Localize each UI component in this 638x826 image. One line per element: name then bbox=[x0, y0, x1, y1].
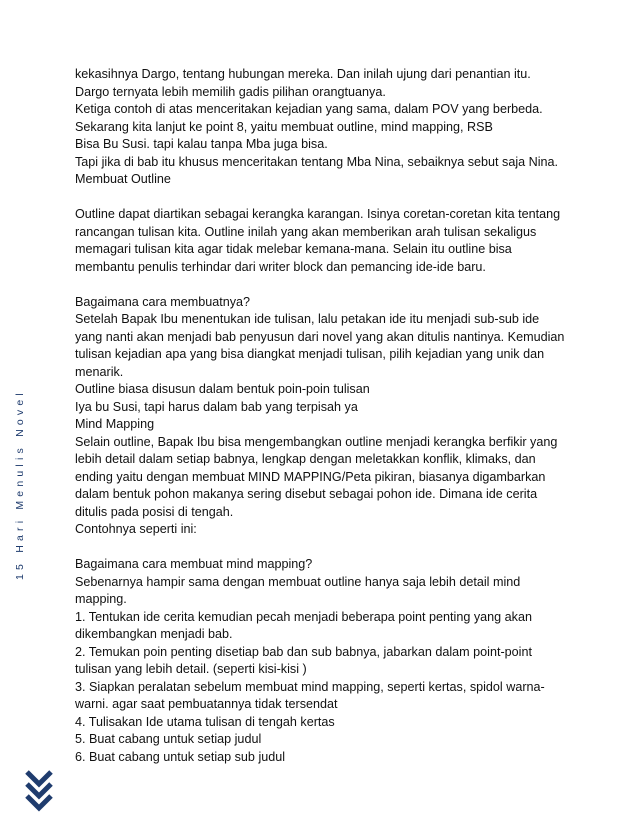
text-line: dikembangkan menjadi bab. bbox=[75, 627, 233, 641]
text-line: Bagaimana cara membuat mind mapping? bbox=[75, 557, 313, 571]
text-line: 6. Buat cabang untuk setiap sub judul bbox=[75, 749, 286, 764]
text-line: memagari tulisan kita agar tidak melebar kemana-mana. Selain itu outline bisa bbox=[75, 242, 512, 256]
body-text bbox=[75, 66, 565, 766]
text-line: lebih detail dalam setiap babnya, lengkap dengan meletakkan konflik, klimaks, dan bbox=[75, 452, 536, 466]
text-line: Sebenarnya hampir sama dengan membuat outline hanya saja lebih detail mind bbox=[75, 574, 521, 589]
text-line: Iya bu Susi, tapi harus dalam bab yang terpisah ya bbox=[75, 399, 358, 414]
text-line: yang nanti akan menjadi bab penyusun dari novel yang akan ditulis nantinya. Kemudian bbox=[75, 329, 565, 344]
text-line: membantu penulis terhindar dari writer block dan pemancing ide-ide baru. bbox=[75, 259, 486, 274]
text-line: 5. Buat cabang untuk setiap judul bbox=[75, 732, 262, 746]
text-line: Ketiga contoh di atas menceritakan kejadian yang sama, dalam POV yang berbeda. bbox=[75, 102, 543, 116]
double-chevron-down-icon bbox=[24, 768, 54, 814]
side-title: 15 Hari Menulis Novel bbox=[14, 389, 26, 580]
text-line: 1. Tentukan ide cerita kemudian pecah menjadi beberapa point penting yang akan bbox=[75, 609, 532, 624]
text-line: kekasihnya Dargo, tentang hubungan mereka. Dan inilah ujung dari penantian itu. bbox=[75, 67, 531, 81]
text-line: Bagaimana cara membuatnya? bbox=[75, 294, 251, 309]
text-line: Outline biasa disusun dalam bentuk poin-poin tulisan bbox=[75, 382, 370, 396]
text-line: 2. Temukan poin penting disetiap bab dan sub babnya, jabarkan dalam point-point bbox=[75, 644, 532, 659]
text-line: Dargo ternyata lebih memilih gadis pilihan orangtuanya. bbox=[75, 84, 386, 99]
text-line: Mind Mapping bbox=[75, 417, 155, 431]
text-line: rancangan tulisan kita. Outline inilah yang akan memberikan arah tulisan sekaligus bbox=[75, 224, 537, 239]
text-line: Membuat Outline bbox=[75, 172, 171, 186]
text-line: warni. agar saat pembuatannya tidak tersendat bbox=[75, 697, 338, 711]
blank-line bbox=[75, 276, 565, 294]
text-line: menarik. bbox=[75, 364, 124, 379]
text-line: Contohnya seperti ini: bbox=[75, 522, 197, 536]
text-line: dalam bentuk pohon makanya sering disebut sebagai pohon ide. Dimana ide cerita bbox=[75, 487, 538, 501]
text-line: tulisan kejadian apa yang bisa diangkat menjadi tulisan, pilih kejadian yang unik dan bbox=[75, 347, 545, 361]
text-line: ditulis pada posisi di tengah. bbox=[75, 504, 234, 519]
text-line: ending yaitu dengan membuat MIND MAPPING/Peta pikiran, biasanya digambarkan bbox=[75, 469, 546, 484]
text-line: Bisa Bu Susi. tapi kalau tanpa Mba juga bisa. bbox=[75, 137, 328, 151]
text-line: tulisan yang lebih detail. (seperti kisi-kisi ) bbox=[75, 662, 307, 676]
text-line: mapping. bbox=[75, 592, 127, 606]
blank-line bbox=[75, 539, 565, 557]
text-line: Setelah Bapak Ibu menentukan ide tulisan, lalu petakan ide itu menjadi sub-sub ide bbox=[75, 312, 540, 326]
text-line: 4. Tulisakan Ide utama tulisan di tengah kertas bbox=[75, 714, 335, 729]
text-line: 3. Siapkan peralatan sebelum membuat mind mapping, seperti kertas, spidol warna- bbox=[75, 679, 545, 694]
text-line: Selain outline, Bapak Ibu bisa mengembangkan outline menjadi kerangka berfikir yang bbox=[75, 434, 558, 449]
text-line: Sekarang kita lanjut ke point 8, yaitu membuat outline, mind mapping, RSB bbox=[75, 119, 493, 134]
blank-line bbox=[75, 189, 565, 207]
text-line: Outline dapat diartikan sebagai kerangka karangan. Isinya coretan-coretan kita tentang bbox=[75, 207, 561, 221]
text-line: Tapi jika di bab itu khusus menceritakan tentang Mba Nina, sebaiknya sebut saja Nina. bbox=[75, 154, 559, 169]
